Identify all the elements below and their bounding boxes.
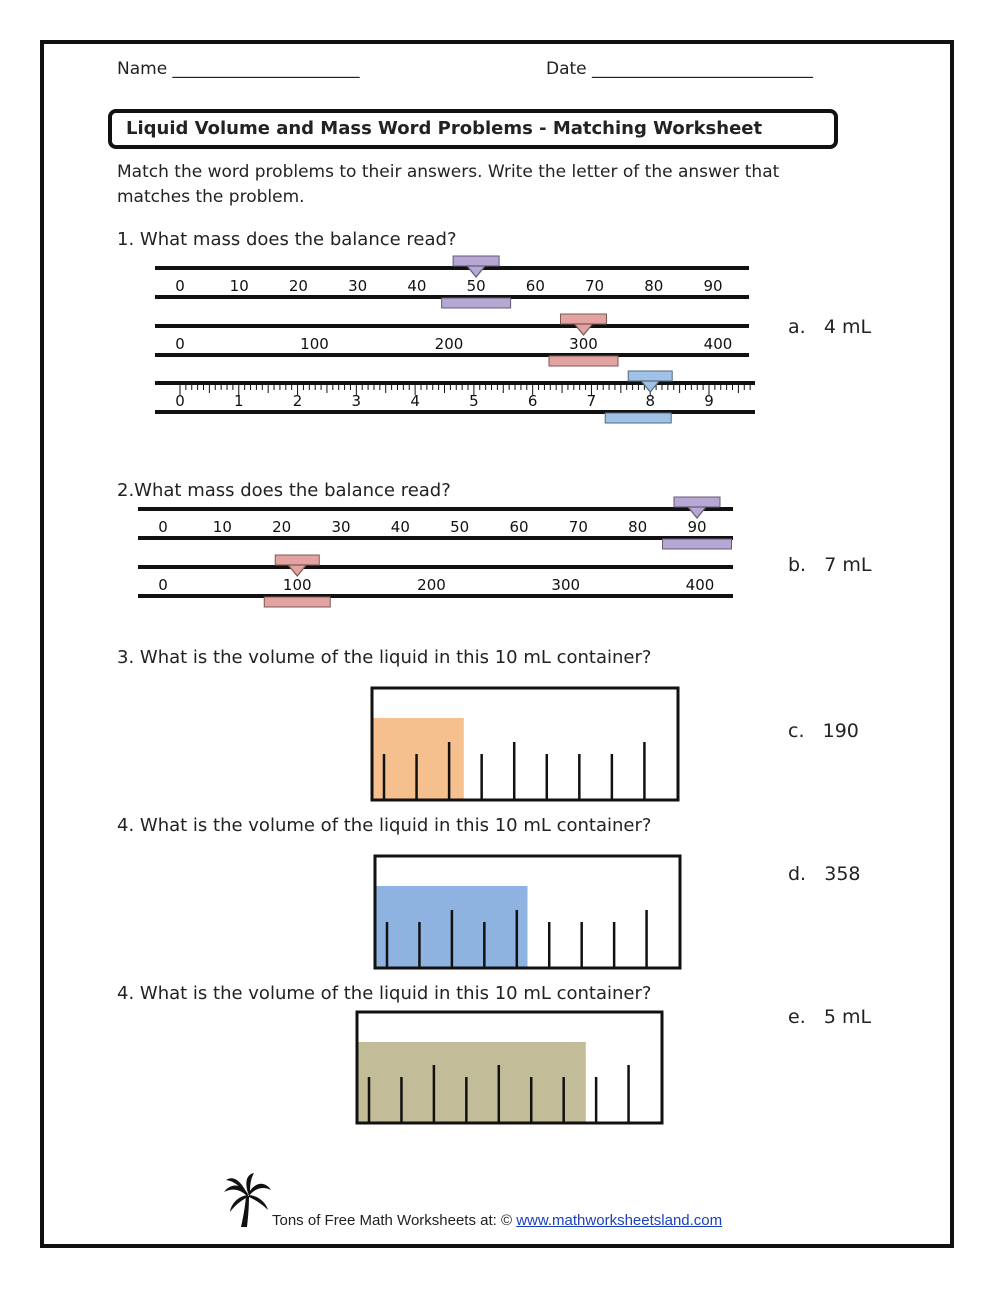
balance1-tens-beam bbox=[155, 256, 749, 308]
beam-label: 50 bbox=[466, 277, 486, 295]
beam-label: 5 bbox=[469, 392, 479, 410]
container-3 bbox=[357, 1012, 662, 1123]
beam-label: 70 bbox=[568, 518, 588, 536]
beam-label: 0 bbox=[158, 576, 168, 594]
rider-weight bbox=[674, 497, 720, 507]
footer-link[interactable]: www.mathworksheetsland.com bbox=[516, 1212, 723, 1229]
beam-label: 200 bbox=[417, 576, 446, 594]
rider-weight bbox=[628, 371, 672, 381]
name-field[interactable]: Name ______________________ bbox=[117, 59, 360, 79]
question-4: 4. What is the volume of the liquid in this 10 mL container? bbox=[117, 815, 652, 836]
footer-prefix: Tons of Free Math Worksheets at: © bbox=[272, 1212, 517, 1229]
beam-label: 80 bbox=[628, 518, 648, 536]
rider-pointer bbox=[288, 565, 306, 576]
beam-label: 10 bbox=[212, 518, 232, 536]
beam-label: 4 bbox=[410, 392, 420, 410]
question-1: 1. What mass does the balance read? bbox=[117, 229, 457, 250]
beam-label: 400 bbox=[703, 335, 733, 353]
beam-label: 9 bbox=[704, 392, 714, 410]
rider-base bbox=[663, 539, 732, 549]
beam-label: 10 bbox=[229, 277, 249, 295]
beam-label: 300 bbox=[569, 335, 598, 353]
answer-letter: b. bbox=[788, 554, 807, 576]
beam-label: 6 bbox=[527, 392, 538, 410]
answer-letter: a. bbox=[788, 316, 806, 338]
answer-value: 358 bbox=[824, 863, 861, 885]
rider-weight bbox=[561, 314, 607, 324]
rider-base bbox=[549, 356, 618, 366]
beam-label: 20 bbox=[288, 277, 308, 295]
rider-pointer bbox=[688, 507, 706, 518]
beam-label: 30 bbox=[348, 277, 368, 295]
beam-label: 0 bbox=[175, 277, 185, 295]
beam-label: 0 bbox=[175, 335, 185, 353]
instructions: Match the word problems to their answers. Write the letter of the answer that matches the problem. bbox=[117, 162, 780, 207]
beam-label: 100 bbox=[282, 576, 312, 594]
beam-label: 100 bbox=[300, 335, 329, 353]
rider-base bbox=[442, 298, 511, 308]
beam-label: 1 bbox=[234, 392, 244, 410]
beam-label: 50 bbox=[450, 518, 470, 536]
beam-label: 2 bbox=[292, 392, 303, 410]
answer-letter: e. bbox=[788, 1006, 806, 1028]
beam-label: 40 bbox=[390, 518, 410, 536]
answer-letter: c. bbox=[788, 720, 805, 742]
beam-label: 70 bbox=[585, 277, 605, 295]
balance2-tens-beam bbox=[138, 497, 733, 549]
container-2 bbox=[375, 856, 680, 968]
beam-label: 0 bbox=[158, 518, 168, 536]
question-5: 4. What is the volume of the liquid in this 10 mL container? bbox=[117, 983, 652, 1004]
beam-label: 60 bbox=[525, 277, 545, 295]
answer-letter: d. bbox=[788, 863, 807, 885]
rider-pointer bbox=[575, 324, 593, 335]
answer-value: 7 mL bbox=[824, 554, 872, 576]
rider-pointer bbox=[467, 266, 485, 277]
beam-label: 8 bbox=[645, 392, 655, 410]
beam-label: 200 bbox=[434, 335, 464, 353]
beam-label: 400 bbox=[685, 576, 715, 594]
balance1-ones-beam bbox=[155, 371, 755, 423]
container-1 bbox=[372, 688, 678, 800]
rider-weight bbox=[453, 256, 499, 266]
footer bbox=[272, 1212, 722, 1229]
rider-base bbox=[605, 413, 671, 423]
balance2-hundreds-beam bbox=[138, 555, 733, 607]
answer-value: 4 mL bbox=[823, 316, 872, 338]
date-field[interactable]: Date __________________________ bbox=[546, 59, 814, 79]
worksheet-title: Liquid Volume and Mass Word Problems - Matching Worksheet bbox=[108, 109, 838, 149]
beam-label: 80 bbox=[644, 277, 664, 295]
palm-tree-icon bbox=[222, 1172, 272, 1230]
rider-weight bbox=[275, 555, 319, 565]
rider-base bbox=[264, 597, 330, 607]
beam-label: 90 bbox=[687, 518, 707, 536]
beam-label: 0 bbox=[175, 392, 185, 410]
beam-label: 20 bbox=[272, 518, 292, 536]
beam-label: 300 bbox=[551, 576, 581, 594]
question-3: 3. What is the volume of the liquid in this 10 mL container? bbox=[117, 647, 652, 668]
beam-label: 60 bbox=[509, 518, 529, 536]
question-2: 2.What mass does the balance read? bbox=[117, 480, 451, 501]
liquid-fill bbox=[357, 1042, 586, 1123]
balance1-hundreds-beam bbox=[155, 314, 749, 366]
beam-label: 3 bbox=[351, 392, 362, 410]
beam-label: 90 bbox=[703, 277, 723, 295]
beam-label: 40 bbox=[407, 277, 427, 295]
beam-label: 7 bbox=[586, 392, 597, 410]
beam-label: 30 bbox=[331, 518, 351, 536]
answer-value: 5 mL bbox=[823, 1006, 872, 1028]
answer-value: 190 bbox=[822, 720, 859, 742]
